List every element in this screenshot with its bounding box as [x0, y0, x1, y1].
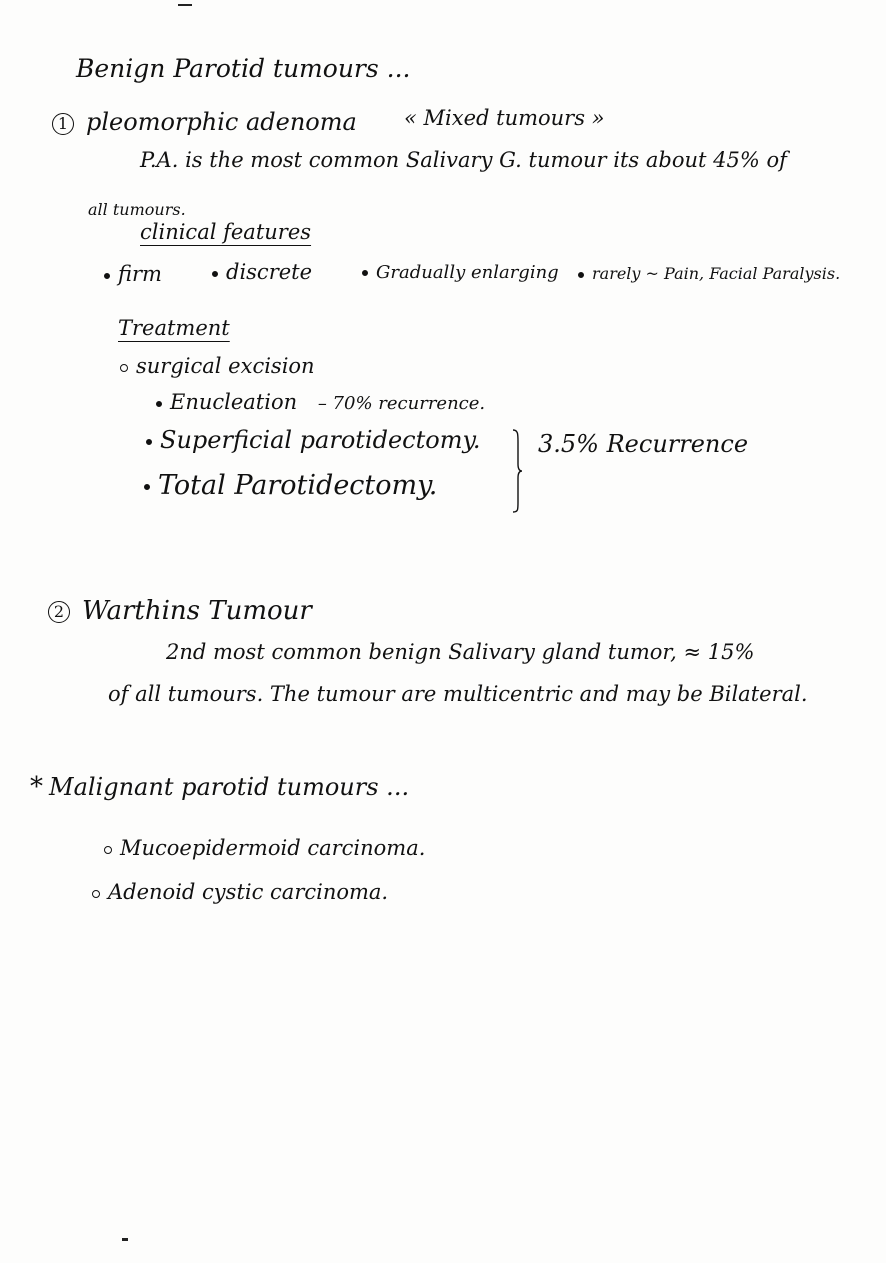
section2-number: 2 — [48, 601, 70, 623]
treatment-name: Superficial parotidectomy. — [160, 426, 481, 454]
scan-artifact — [178, 4, 192, 6]
grouping-brace-icon — [512, 428, 522, 514]
section3-heading — [30, 774, 409, 800]
feature-item — [578, 266, 840, 282]
feature-item — [104, 264, 162, 285]
malignant-item-label: Mucoepidermoid carcinoma. — [120, 836, 426, 860]
bullet-icon — [104, 273, 110, 279]
feature-label: Gradually enlarging — [376, 262, 559, 283]
asterisk-icon: * — [30, 772, 43, 802]
malignant-item — [92, 882, 388, 903]
treatment-main-label: surgical excision — [136, 354, 315, 378]
feature-item — [362, 264, 559, 282]
malignant-item — [104, 838, 425, 859]
section1-desc-line1: P.A. is the most common Salivary G. tumour its about 45% of — [140, 148, 787, 172]
section3-heading-text: Malignant parotid tumours ... — [49, 773, 410, 801]
bullet-icon — [144, 484, 150, 490]
bullet-icon — [156, 401, 162, 407]
feature-label: rarely ~ Pain, Facial Paralysis. — [592, 264, 841, 283]
bullet-icon — [212, 271, 218, 277]
clinical-features-heading: clinical features — [140, 220, 312, 244]
feature-item — [212, 262, 312, 283]
page-title: Benign Parotid tumours ... — [76, 54, 411, 83]
section1-desc-line2: all tumours. — [88, 200, 186, 219]
bullet-icon — [104, 846, 112, 854]
treatment-note: – 70% recurrence. — [317, 393, 486, 414]
scan-artifact — [122, 1238, 128, 1241]
bullet-icon — [362, 270, 368, 276]
bullet-icon — [120, 364, 128, 372]
section2-desc-line1: 2nd most common benign Salivary gland tumor, ≈ 15% — [166, 640, 755, 664]
section2-heading-text: Warthins Tumour — [82, 596, 312, 626]
treatment-heading: Treatment — [118, 316, 230, 340]
grouped-recurrence-note: 3.5% Recurrence — [538, 430, 749, 458]
section2-desc-line2: of all tumours. The tumour are multicentric and may be Bilateral. — [108, 682, 808, 706]
treatment-name: Total Parotidectomy. — [158, 470, 438, 501]
feature-label: firm — [118, 262, 162, 286]
treatment-item — [146, 428, 480, 452]
section2-heading — [48, 598, 312, 624]
treatment-name: Enucleation — [170, 390, 298, 414]
section1-heading — [52, 110, 357, 135]
section1-heading-alias: « Mixed tumours » — [404, 106, 605, 130]
section1-number: 1 — [52, 113, 74, 135]
bullet-icon — [146, 439, 152, 445]
section1-heading-name: pleomorphic adenoma — [86, 108, 357, 136]
bullet-icon — [92, 890, 100, 898]
treatment-item — [144, 472, 437, 499]
feature-label: discrete — [226, 260, 313, 284]
malignant-item-label: Adenoid cystic carcinoma. — [108, 880, 389, 904]
treatment-item — [156, 392, 485, 413]
treatment-main — [120, 356, 315, 377]
bullet-icon — [578, 272, 584, 278]
